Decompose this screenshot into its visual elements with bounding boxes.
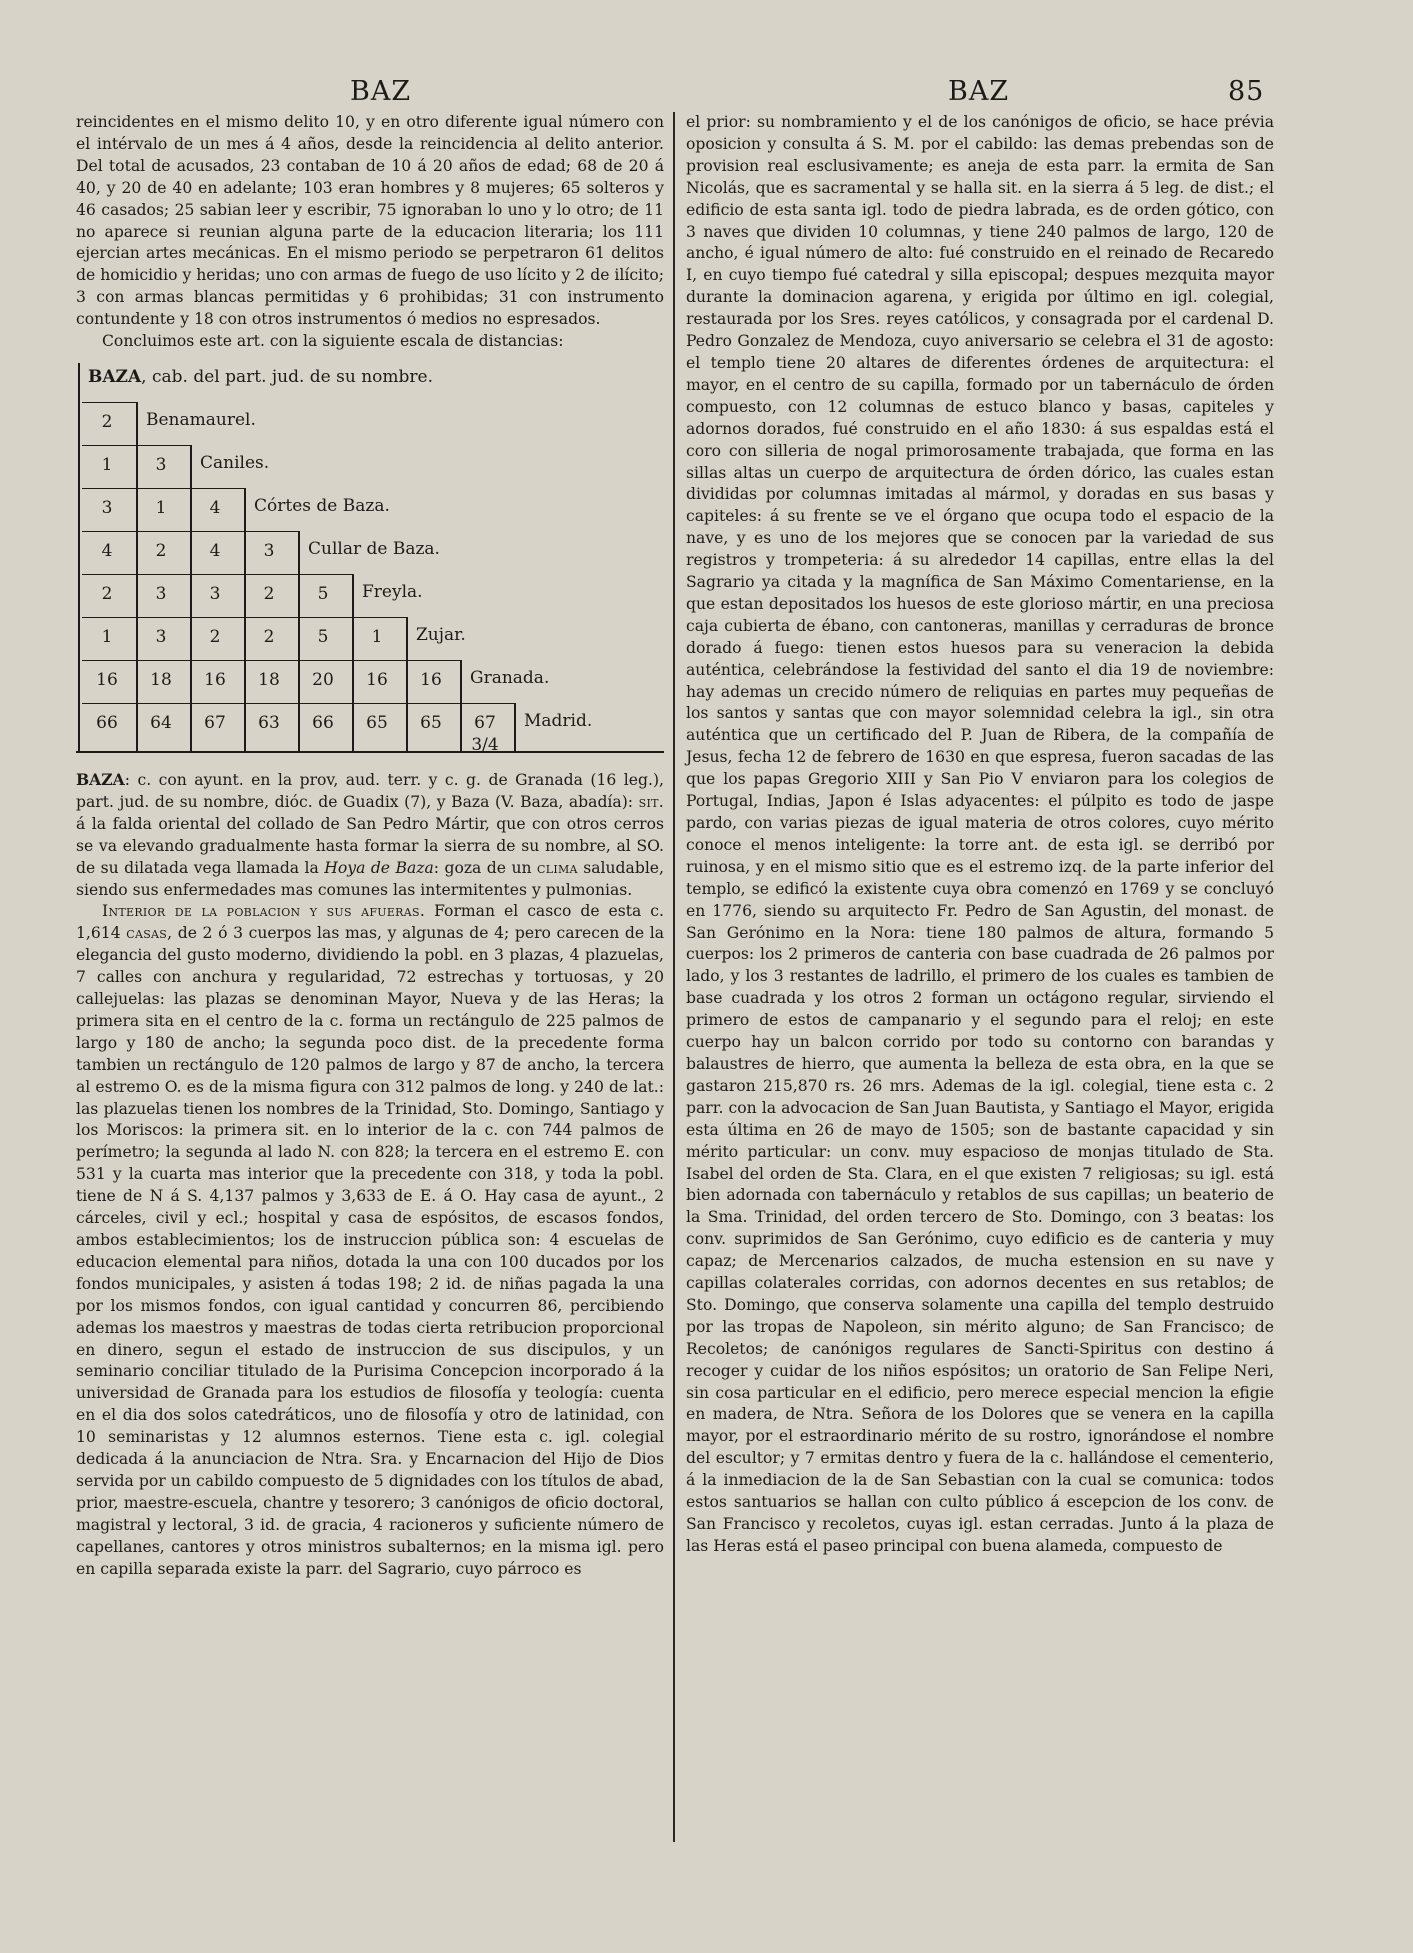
distance-cell: 20 [312, 669, 334, 690]
paragraph-interior [76, 901, 664, 1580]
interior-heading: Interior de la poblacion y sus afueras. [102, 902, 426, 921]
entry-headword: BAZA [76, 769, 125, 789]
distance-cell: 18 [150, 669, 172, 690]
place-label: Granada. [470, 667, 550, 688]
distance-cell: 3 [155, 583, 167, 604]
hoya-de-baza: Hoya de Baza [324, 858, 434, 877]
place-label: Caniles. [200, 452, 270, 473]
distance-cell: 3 [155, 626, 167, 647]
distance-cell: 1 [101, 626, 113, 647]
distance-cell: 2 [101, 411, 113, 432]
distance-cell: 65 [366, 712, 388, 733]
distance-cell: 2 [263, 626, 275, 647]
distance-table [76, 363, 664, 763]
distance-cell: 4 [209, 497, 221, 518]
paragraph-right-text: el prior: su nombramiento y el de los canónigos de oficio, se hace prévia oposicion y consulta á S. M. por el cabildo: las demas prebendas son de provision real esclusivamente; es aneja de esta parr. la ermita de San Nicolás, que es sacramental y se halla sit. en la sierra á 5 leg. de dist.; el edificio de esta santa igl. todo de piedra labrada, es de orden gótico, con 3 naves que dividen 10 columnas, y tiene 240 palmos de largo, 120 de ancho, é igual número de alto: fué construido en el reinado de Recaredo I, en cuyo tiempo fué catedral y silla episcopal; despues mezquita mayor durante la dominacion agarena, y erigida por último en igl. colegial, restaurada por los Sres. reyes católicos, y consagrada por el cardenal D. Pedro Gonzalez de Mendoza, cuyo aniversario se celebra el 31 de agosto: el templo tiene 20 altares de diferentes órdenes de arquitectura: el mayor, en el centro de su capilla, formado por un tabernáculo de órden compuesto, con 12 columnas de estuco blanco y basas, capiteles y adornos dorados, fué construido en el año 1830: á sus espaldas está el coro con silleria de nogal primorosamente trabajada, que forma en las sillas altas un cuerpo de arquitectura de órden dórico, las cuales estan divididas por columnas imitadas al mármol, y doradas en sus basas y capiteles: á su frente se ve el órgano que ocupa todo el espacio de la nave, y es uno de los mejores que se conocen par la variedad de sus registros y trompeteria: á su alrededor 14 capillas, entre ellas la del Sagrario ya citada y la magnífica de San Máximo Comentariense, en la que estan depositados los huesos de este glorioso mártir, en una preciosa caja cubierta de ébano, con cantoneras, manillas y cerraduras de bronce dorado á fuego: tienen estos huesos para su veneracion la debida auténtica, celebrándose la festividad del santo el dia 19 de noviembre: hay ademas un crecido número de reliquias en partes muy pequeñas de los santos y santas que con mayor solemnidad celebra la igl., sin otra auténtica que un certificado del P. Juan de Ribera, de la compañía de Jesus, fecha 12 de febrero de 1630 en que espresa, fueron sacadas de las que los papas Gregorio XIII y San Pio V enviaron para los colegios de Portugal, Indias, Japon é Islas adyacentes: el púlpito es todo de jaspe pardo, con varias piezas de igual materia de otros colores, cuyo mérito conoce el menos inteligente: la torre ant. de esta igl. se derribó por ruinosa, y en el mismo sitio que es el estremo izq. de la parte inferior del templo, se edificó la existente cuya obra comenzó en 1769 y se concluyó en 1776, siendo su arquitecto Fr. Pedro de San Agustin, del monast. de San Gerónimo en la Nora: tiene 180 palmos de altura, formando 5 cuerpos: los 2 primeros de canteria con base cuadrada de 26 palmos por lado, y los 3 restantes de ladrillo, el primero de los cuales es tambien de base cuadrada y los otros 2 forman un octágono regular, sirviendo el primero de estos de campanario y el segundo para el reloj; en este cuerpo hay un balcon corrido por todo su contorno con barandas y balaustres de hierro, que aumenta la belleza de esta obra, en la que se gastaron 215,870 rs. 26 mrs. Ademas de la igl. colegial, tiene esta c. 2 parr. con la advocacion de San Juan Bautista, y Santiago el Mayor, erigida esta última en 26 de mayo de 1505; son de bastante capacidad y sin mérito particular: un conv. muy espacioso de monjas titulado de Sta. Isabel del orden de Sta. Clara, en el que existen 7 religiosas; su igl. está bien adornada con tabernáculo y retablos de sus capillas; un beaterio de la Sma. Trinidad, del orden tercero de Sto. Domingo, con 3 beatas: los conv. suprimidos de San Gerónimo, cuyo edificio es de canteria y muy capaz; de Mercenarios calzados, de mucha estension en su nave y capillas colaterales corridas, con adornos decentes en sus retablos; de Sto. Domingo, que conserva solamente una capilla del templo destruido por las tropas de Napoleon, sin mérito alguno; de San Francisco; de Recoletos; de canónigos regulares de Sancti-Spiritus con destino á recoger y cuidar de los niños espósitos; un oratorio de San Felipe Neri, sin cosa particular en el edificio, pero merece especial mencion la efigie en madera, de Ntra. Señora de los Dolores que se venera en la capilla mayor, por el estraordinario mérito de su rostro, ignorándose el nombre del escultor; y 7 ermitas dentro y fuera de la c. hallándose el cementerio, á la inmediacion de la de San Sebastian con la cual se comunica: todos estos santuarios se hallan con culto público á escepcion de los conv. de San Francisco y recoletos, cuyas igl. estan cerradas. Junto á la plaza de las Heras está el paseo principal con buena alameda, compuesto de [686, 113, 1274, 1555]
table-bottom-rule [76, 751, 664, 753]
table-row-rule [82, 703, 514, 705]
clima-label: clima [537, 858, 578, 877]
distance-cell: 2 [209, 626, 221, 647]
distance-cell: 67 3/4 [471, 712, 499, 755]
distance-cell: 4 [209, 540, 221, 561]
place-suffix: , cab. del part. jud. de su nombre. [141, 366, 434, 387]
table-row-rule [82, 488, 244, 490]
table-column-rule [244, 488, 246, 751]
entry-text: : c. con ayunt. en la prov, aud. terr. y c. g. de Granada (16 leg.), part. jud. de su nombre, dióc. de Guadix (7), y Baza (V. Baza, abadía): [76, 770, 664, 811]
distance-cell: 2 [101, 583, 113, 604]
distance-cell: 66 [312, 712, 334, 733]
place-label: Cullar de Baza. [308, 538, 440, 559]
distance-cell: 3 [209, 583, 221, 604]
interior-text-1: Forman el casco de esta c. 1,614 [76, 902, 664, 943]
table-row-rule [82, 445, 190, 447]
column-divider [673, 112, 675, 1842]
distance-cell: 4 [101, 540, 113, 561]
interior-text-2: , de 2 ó 3 cuerpos las mas, y algunas de 4; pero carecen de la elegancia del gusto moderno, dividiendo la pobl. en 3 plazas, 4 plazuelas, 7 calles con anchura y regularidad, 72 estrechas y tortuosas, y 20 callejuelas: las plazas se denominan Mayor, Nueva y de las Heras; la primera sita en el centro de la c. forma un rectángulo de 225 palmos de largo y 180 de ancho; la segunda poco dist. de la precedente forma tambien un rectángulo de 120 palmos de largo y 87 de ancho, la tercera al estremo O. es de la misma figura con 312 palmos de long. y 240 de lat.: las plazuelas tienen los nombres de la Trinidad, Sto. Domingo, Santiago y los Moriscos: la primera sit. en lo interior de la c. con 744 palmos de perímetro; la segunda al lado N. con 828; la tercera en el estremo E. con 531 y la cuarta mas interior que la precedente con 318, y toda la pobl. tiene de N á S. 4,137 palmos y 3,633 de E. á O. Hay casa de ayunt., 2 cárceles, civil y ecl.; hospital y casa de espósitos, de escasos fondos, ambos establecimientos; los de instruccion pública son: 4 escuelas de educacion elemental para niños, dotada la una con 100 ducados por los fondos municipales, y asisten á todas 198; 2 id. de niñas pagada la una por los mismos fondos, con igual cantidad y concurren 86, percibiendo ademas los maestros y maestras de todas cierta retribucion proporcional en dinero, segun el estado de instruccion de sus discipulos, y un seminario conciliar titulado de la Purisima Concepcion incorporado á la universidad de Granada para los estudios de filosofía y teología: cuenta en el dia dos solos catedráticos, uno de filosofía y otro de latinidad, con 10 seminaristas y 12 alumnos esternos. Tiene esta c. igl. colegial dedicada á la anunciacion de Ntra. Sra. y Encarnacion del Hijo de Dios servida por un cabildo compuesto de 5 dignidades con los títulos de abad, prior, maestre-escuela, chantre y tesorero; 3 canónigos de oficio doctoral, magistral y lectoral, 3 id. de gracia, 4 racioneros y suficiente número de capellanes, cantores y otros ministros subalternos; en la misma igl. pero en capilla separada existe la parr. del Sagrario, cuyo párroco es [76, 924, 664, 1578]
sit-text-2: : goza de un [433, 858, 537, 877]
table-row-rule [82, 617, 406, 619]
distance-cell: 2 [155, 540, 167, 561]
table-left-rule [78, 363, 80, 753]
distance-cell: 3 [263, 540, 275, 561]
place-label: Benamaurel. [146, 409, 256, 430]
left-column [76, 112, 664, 1581]
distance-cell: 2 [263, 583, 275, 604]
distance-cell: 16 [204, 669, 226, 690]
distance-cell: 18 [258, 669, 280, 690]
sit-label: sit. [638, 792, 664, 811]
distance-cell: 16 [96, 669, 118, 690]
place-label: Freyla. [362, 581, 423, 602]
distance-cell: 1 [371, 626, 383, 647]
place-label: Zujar. [416, 624, 466, 645]
paragraph-delitos: reincidentes en el mismo delito 10, y en otro diferente igual número con el intérvalo de un mes á 4 años, desde la reincidencia al delito anterior. Del total de acusados, 23 contaban de 10 á 20 años de edad; 68 de 20 á 40, y 20 de 40 en adelante; 103 eran hombres y 8 mujeres; 65 solteros y 46 casados; 25 sabian leer y escribir, 75 ignoraban lo uno y lo otro; de 11 no aparece si reunian alguna parte de la educacion literaria; los 111 ejercian artes mecánicas. En el mismo periodo se perpetraron 61 delitos de homicidio y heridas; uno con armas de fuego de uso lícito y 2 de ilícito; 3 con armas blancas permitidas y 6 prohibidas; 31 con instrumento contundente y 18 con otros instrumentos ó medios no espresados. [76, 113, 664, 329]
distance-cell: 5 [317, 583, 329, 604]
right-column [686, 112, 1274, 1558]
distance-cell: 16 [420, 669, 442, 690]
place-label: Madrid. [524, 710, 593, 731]
distance-cell: 64 [150, 712, 172, 733]
table-row-rule [82, 660, 460, 662]
running-head-left: BAZ [350, 76, 412, 107]
table-row-rule [82, 402, 136, 404]
distance-cell: 66 [96, 712, 118, 733]
distance-cell: 1 [101, 454, 113, 475]
page-number: 85 [1228, 76, 1265, 107]
sit-text: á la falda oriental del collado de San Pedro Mártir, que con otros cerros se va elevando gradualmente hasta formar la sierra de su nombre, al SO. de su dilatada vega llamada la [76, 814, 664, 877]
place-label [88, 367, 433, 389]
running-head-right: BAZ [948, 76, 1010, 107]
distance-cell: 3 [155, 454, 167, 475]
table-row-rule [82, 574, 352, 576]
distance-cell: 5 [317, 626, 329, 647]
paragraph-distancias-intro: Concluimos este art. con la siguiente escala de distancias: [102, 332, 564, 351]
distance-cell: 67 [204, 712, 226, 733]
distance-cell: 63 [258, 712, 280, 733]
table-row-rule [82, 531, 298, 533]
sit-text-3: saludable, siendo sus enfermedades mas comunes las intermitentes y pulmonias. [76, 858, 664, 899]
distance-cell: 1 [155, 497, 167, 518]
paragraph-baza-entry [76, 769, 664, 901]
casas-label: casas [126, 924, 168, 943]
distance-cell: 16 [366, 669, 388, 690]
place-label: Córtes de Baza. [254, 495, 390, 516]
place-name: BAZA [88, 366, 142, 387]
distance-cell: 3 [101, 497, 113, 518]
distance-cell: 65 [420, 712, 442, 733]
table-column-rule [514, 703, 516, 751]
